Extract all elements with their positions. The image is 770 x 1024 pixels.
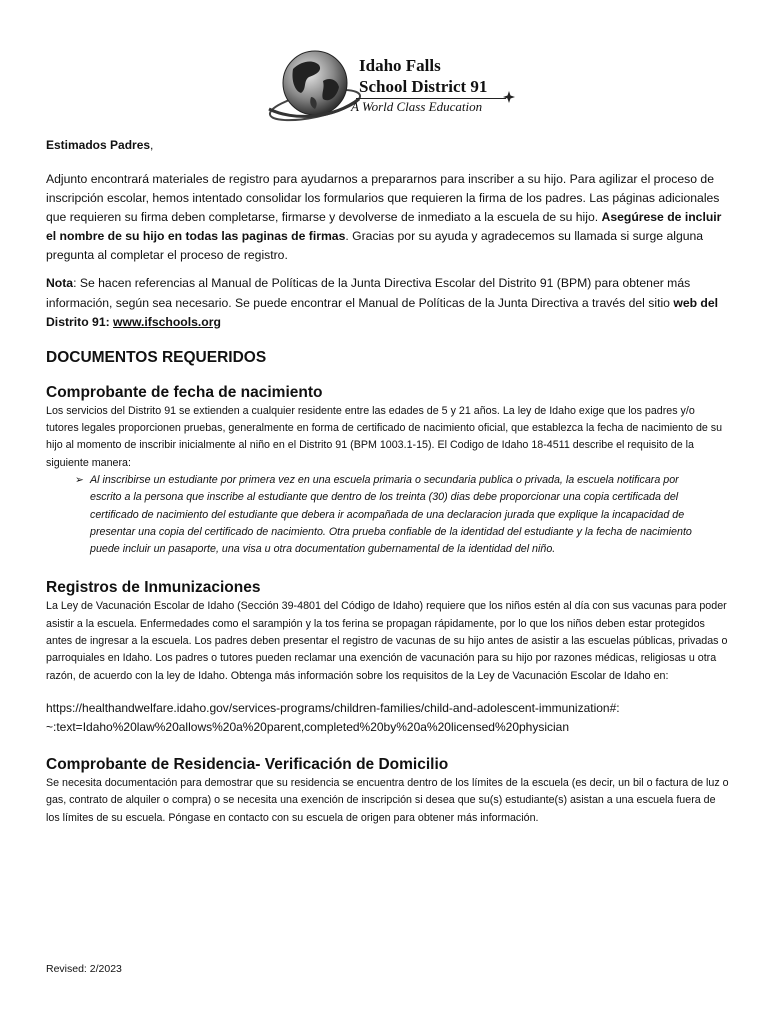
globe-icon bbox=[263, 47, 363, 127]
star-icon bbox=[503, 91, 515, 103]
required-documents-heading: DOCUMENTOS REQUERIDOS bbox=[46, 348, 267, 366]
note-label: Nota bbox=[46, 276, 74, 291]
logo-tagline: A World Class Education bbox=[351, 99, 483, 114]
immunization-body: La Ley de Vacunación Escolar de Idaho (Sección 39-4801 del Código de Idaho) requiere que los niños estén al día con sus vacunas para poder asistir a la escuela. Enfermedades como el sarampión y la tos ferina se propagan rápidamente, por lo que los niños deben estar protegidos antes de ingresar a la escuela. Los padres deben presentar el registro de vacunas de su hijo antes de asistir a las escuelas públicas, privadas o parroquiales en Idaho. Los padres o tutores pueden reclamar una exención de vacunación para su hijo por razones médicas, religiosas u otra razón, de acuerdo con la ley de Idaho. Obtenga más información sobre los requisitos de la Ley de Vacunación Escolar de Idaho en: bbox=[46, 600, 728, 682]
immunization-heading: Registros de Inmunizaciones bbox=[46, 579, 261, 597]
residence-heading: Comprobante de Residencia- Verificación de Domicilio bbox=[46, 755, 449, 773]
immunization-url-line-1[interactable]: https://healthandwelfare.idaho.gov/services-programs/children-families/child-and-adolescent-immunization#: bbox=[46, 700, 620, 715]
note-text: : Se hacen referencias al Manual de Políticas de la Junta Directiva Escolar del Distrito 91 (BPM) para obtener más información, según sea necesario. Se puede encontrar el Manual de Políticas de la Junta Directiva a través del sitio bbox=[46, 276, 691, 310]
birth-proof-body: Los servicios del Distrito 91 se extienden a cualquier residente entre las edades de 5 y 21 años. La ley de Idaho exige que los padres y/o tutores legales proporcionen pruebas, generalmente en forma de certificado de nacimiento oficial, que establezca la fecha de nacimiento de su hijo al momento de inscribir inicialmente al niño en el Distrito 91 (BPM 1003.1-15). El Codigo de Idaho 18-4511 describe el requisito de la siguiente manera: bbox=[46, 404, 723, 469]
logo-line-2: School District 91 bbox=[359, 77, 488, 96]
revision-date: Revised: 2/2023 bbox=[46, 963, 122, 975]
intro-text-bold: Asegúrese de incluir el nombre de su hijo en todas las paginas de firmas bbox=[46, 210, 722, 244]
logo-line-1: Idaho Falls bbox=[359, 56, 441, 75]
immunization-url-line-2[interactable]: ~:text=Idaho%20law%20allows%20a%20parent,completed%20by%20a%20licensed%20physician bbox=[46, 719, 570, 734]
residence-body: Se necesita documentación para demostrar que su residencia se encuentra dentro de los límites de la escuela (es decir, un bil o factura de luz o gas, contrato de alquiler o compra) o se necesita una exención de inscripción si desea que su(s) estudiante(s) asistan a una escuela fuera de los límites de su escuela. Póngase en contacto con su escuela de origen para obtener más información. bbox=[46, 776, 729, 824]
arrow-bullet-icon: ➢ bbox=[75, 473, 84, 486]
note-paragraph bbox=[46, 274, 730, 331]
district-website-link[interactable]: www.ifschools.org bbox=[113, 314, 221, 329]
district-logo bbox=[263, 47, 523, 127]
salutation-comma: , bbox=[150, 138, 154, 152]
salutation-text: Estimados Padres bbox=[46, 138, 151, 152]
intro-text-a: Adjunto encontrará materiales de registro para ayudarnos a prepararnos para inscriber a su hijo. Para agilizar el proceso de inscripción escolar, hemos intentado consolidar los formularios que requieren la firma de los padres. Las páginas adicionales que requieren su firma deben completarse, firmarse y devolverse de inmediato a la escuela de su hijo. bbox=[46, 172, 720, 225]
intro-text-c: . Gracias por su ayuda y agradecemos su llamada si surge alguna pregunta al completar el proceso de registro. bbox=[46, 229, 704, 263]
note-bold: web del Distrito 91: bbox=[46, 295, 719, 329]
intro-paragraph bbox=[46, 170, 730, 265]
birth-proof-heading: Comprobante de fecha de nacimiento bbox=[46, 383, 323, 401]
immunization-url[interactable] bbox=[46, 699, 730, 737]
birth-proof-quote bbox=[46, 472, 730, 558]
salutation bbox=[46, 137, 730, 154]
birth-proof-quote-text: Al inscribirse un estudiante por primera vez en una escuela primaria o secundaria publica o privada, la escuela notificara por escrito a la persona que inscribe al estudiante que dentro de los treinta (30) dias debe proporcionar una copia certificada del certificado de nacimiento del estudiante que debera ir acompañada de una declaracion jurada que explique la incapacidad de presentar una copia del certificado de nacimiento. Otra prueba confiable de la identidad del estudiante y la fecha de nacimiento puede incluir un pasaporte, una visa u otra documentation gubernamental de la identidad del niño. bbox=[90, 473, 692, 556]
letter-body bbox=[46, 137, 730, 827]
